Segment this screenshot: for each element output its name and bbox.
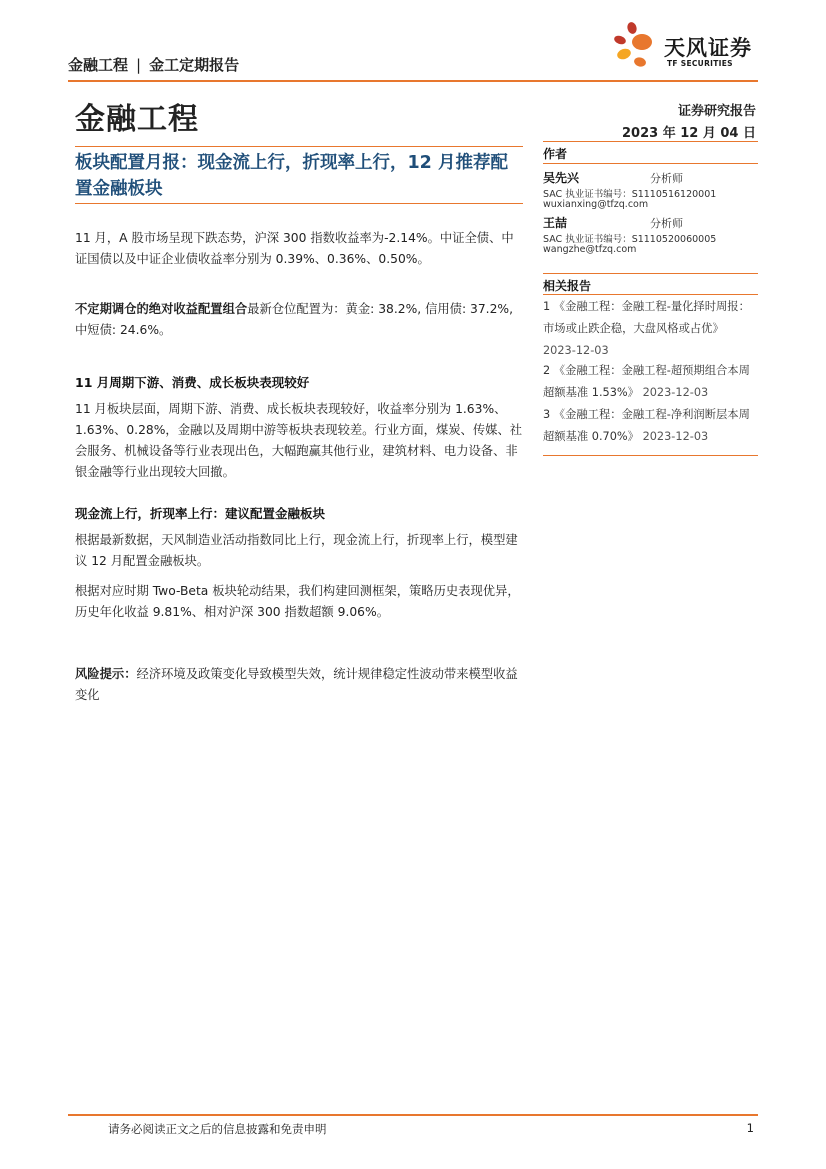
risk-text: 经济环境及政策变化导致模型失效，统计规律稳定性波动带来模型收益变化 (75, 667, 518, 702)
authors-heading: 作者 (543, 147, 568, 161)
header-separator: | (136, 56, 142, 74)
page-title: 金融工程 (75, 102, 199, 137)
author-name: 王喆 (543, 216, 568, 230)
author-sac: SAC 执业证书编号：S1110520060005 (543, 234, 717, 245)
related-bottom-rule (543, 455, 758, 456)
logo-text-en: TF SECURITIES (667, 59, 733, 68)
summary-paragraph: 11 月，A 股市场呈现下跌态势，沪深 300 指数收益率为-2.14%。中证全债、中证国债以及中证企业债收益率分别为 0.39%、0.36%、0.50%。 (75, 231, 514, 266)
related-report-num: 1 (543, 300, 551, 313)
risk-label: 风险提示： (75, 667, 137, 681)
logo-mark-icon (610, 18, 662, 74)
authors-top-rule (543, 141, 758, 142)
related-report-date: 2023-12-03 (642, 430, 709, 443)
report-date: 2023 年 12 月 04 日 (622, 126, 756, 141)
authors-heading-rule (543, 163, 758, 164)
related-report-item[interactable] (543, 404, 758, 448)
related-top-rule (543, 273, 758, 274)
related-heading-rule (543, 294, 758, 295)
model-paragraph: 根据最新数据，天风制造业活动指数同比上行，现金流上行，折现率上行，模型建议 12 月配置金融板块。 (75, 533, 518, 568)
portfolio-label: 不定期调仓的绝对收益配置组合 (75, 302, 248, 316)
company-logo (610, 18, 760, 74)
related-report-num: 3 (543, 408, 551, 421)
portfolio-text: 最新仓位配置为：黄金: 38.2%, 信用债: 37.2%, 中短债: 24.6%。 (75, 302, 513, 337)
headline-bottom-rule (75, 203, 523, 204)
author-sac: SAC 执业证书编号：S1110516120001 (543, 189, 717, 200)
author-role: 分析师 (650, 217, 683, 230)
related-report-item[interactable] (543, 296, 758, 362)
section-heading-1: 11 月周期下游、消费、成长板块表现较好 (75, 375, 310, 390)
header-divider (68, 80, 758, 82)
related-report-item[interactable] (543, 360, 758, 404)
report-type: 证券研究报告 (677, 104, 756, 119)
author-email[interactable]: wuxianxing@tfzq.com (543, 199, 649, 210)
section-heading-2: 现金流上行，折现率上行：建议配置金融板块 (75, 506, 326, 521)
author-name: 吴先兴 (543, 171, 580, 185)
related-report-date: 2023-12-03 (543, 344, 609, 357)
headline: 板块配置月报：现金流上行，折现率上行，12 月推荐配置金融板块 (75, 153, 508, 199)
author-role: 分析师 (650, 172, 683, 185)
sector-paragraph: 11 月板块层面，周期下游、消费、成长板块表现较好，收益率分别为 1.63%、1.63%、0.28%，金融以及周期中游等板块表现较差。行业方面，煤炭、传媒、社会服务、机械设备等行业表现出色，大幅跑赢其他行业，建筑材料、电力设备、非银金融等行业出现较大回撤。 (75, 402, 523, 479)
related-report-title: 《金融工程：金融工程-净利润断层本周超额基准 0.70%》 (543, 408, 750, 443)
portfolio-paragraph (75, 299, 525, 341)
related-report-title: 《金融工程：金融工程-量化择时周报：市场或止跌企稳，大盘风格或占优》 (543, 300, 750, 335)
logo-text-cn: 天风证券 (664, 36, 752, 60)
page-number: 1 (746, 1121, 754, 1135)
risk-paragraph (75, 664, 525, 706)
related-report-title: 《金融工程：金融工程-超预期组合本周超额基准 1.53%》 (543, 364, 750, 399)
backtest-paragraph: 根据对应时期 Two-Beta 板块轮动结果，我们构建回测框架，策略历史表现优异，历史年化收益 9.81%、相对沪深 300 指数超额 9.06%。 (75, 584, 520, 619)
header-breadcrumb (68, 54, 239, 75)
author-email[interactable]: wangzhe@tfzq.com (543, 244, 637, 255)
related-report-date: 2023-12-03 (642, 386, 709, 399)
related-heading: 相关报告 (543, 279, 592, 293)
related-report-num: 2 (543, 364, 551, 377)
footer-divider (68, 1114, 758, 1116)
header-category: 金工定期报告 (149, 56, 240, 74)
header-section: 金融工程 (68, 56, 129, 74)
headline-top-rule (75, 146, 523, 147)
footer-disclaimer: 请务必阅读正文之后的信息披露和免责申明 (108, 1122, 327, 1136)
